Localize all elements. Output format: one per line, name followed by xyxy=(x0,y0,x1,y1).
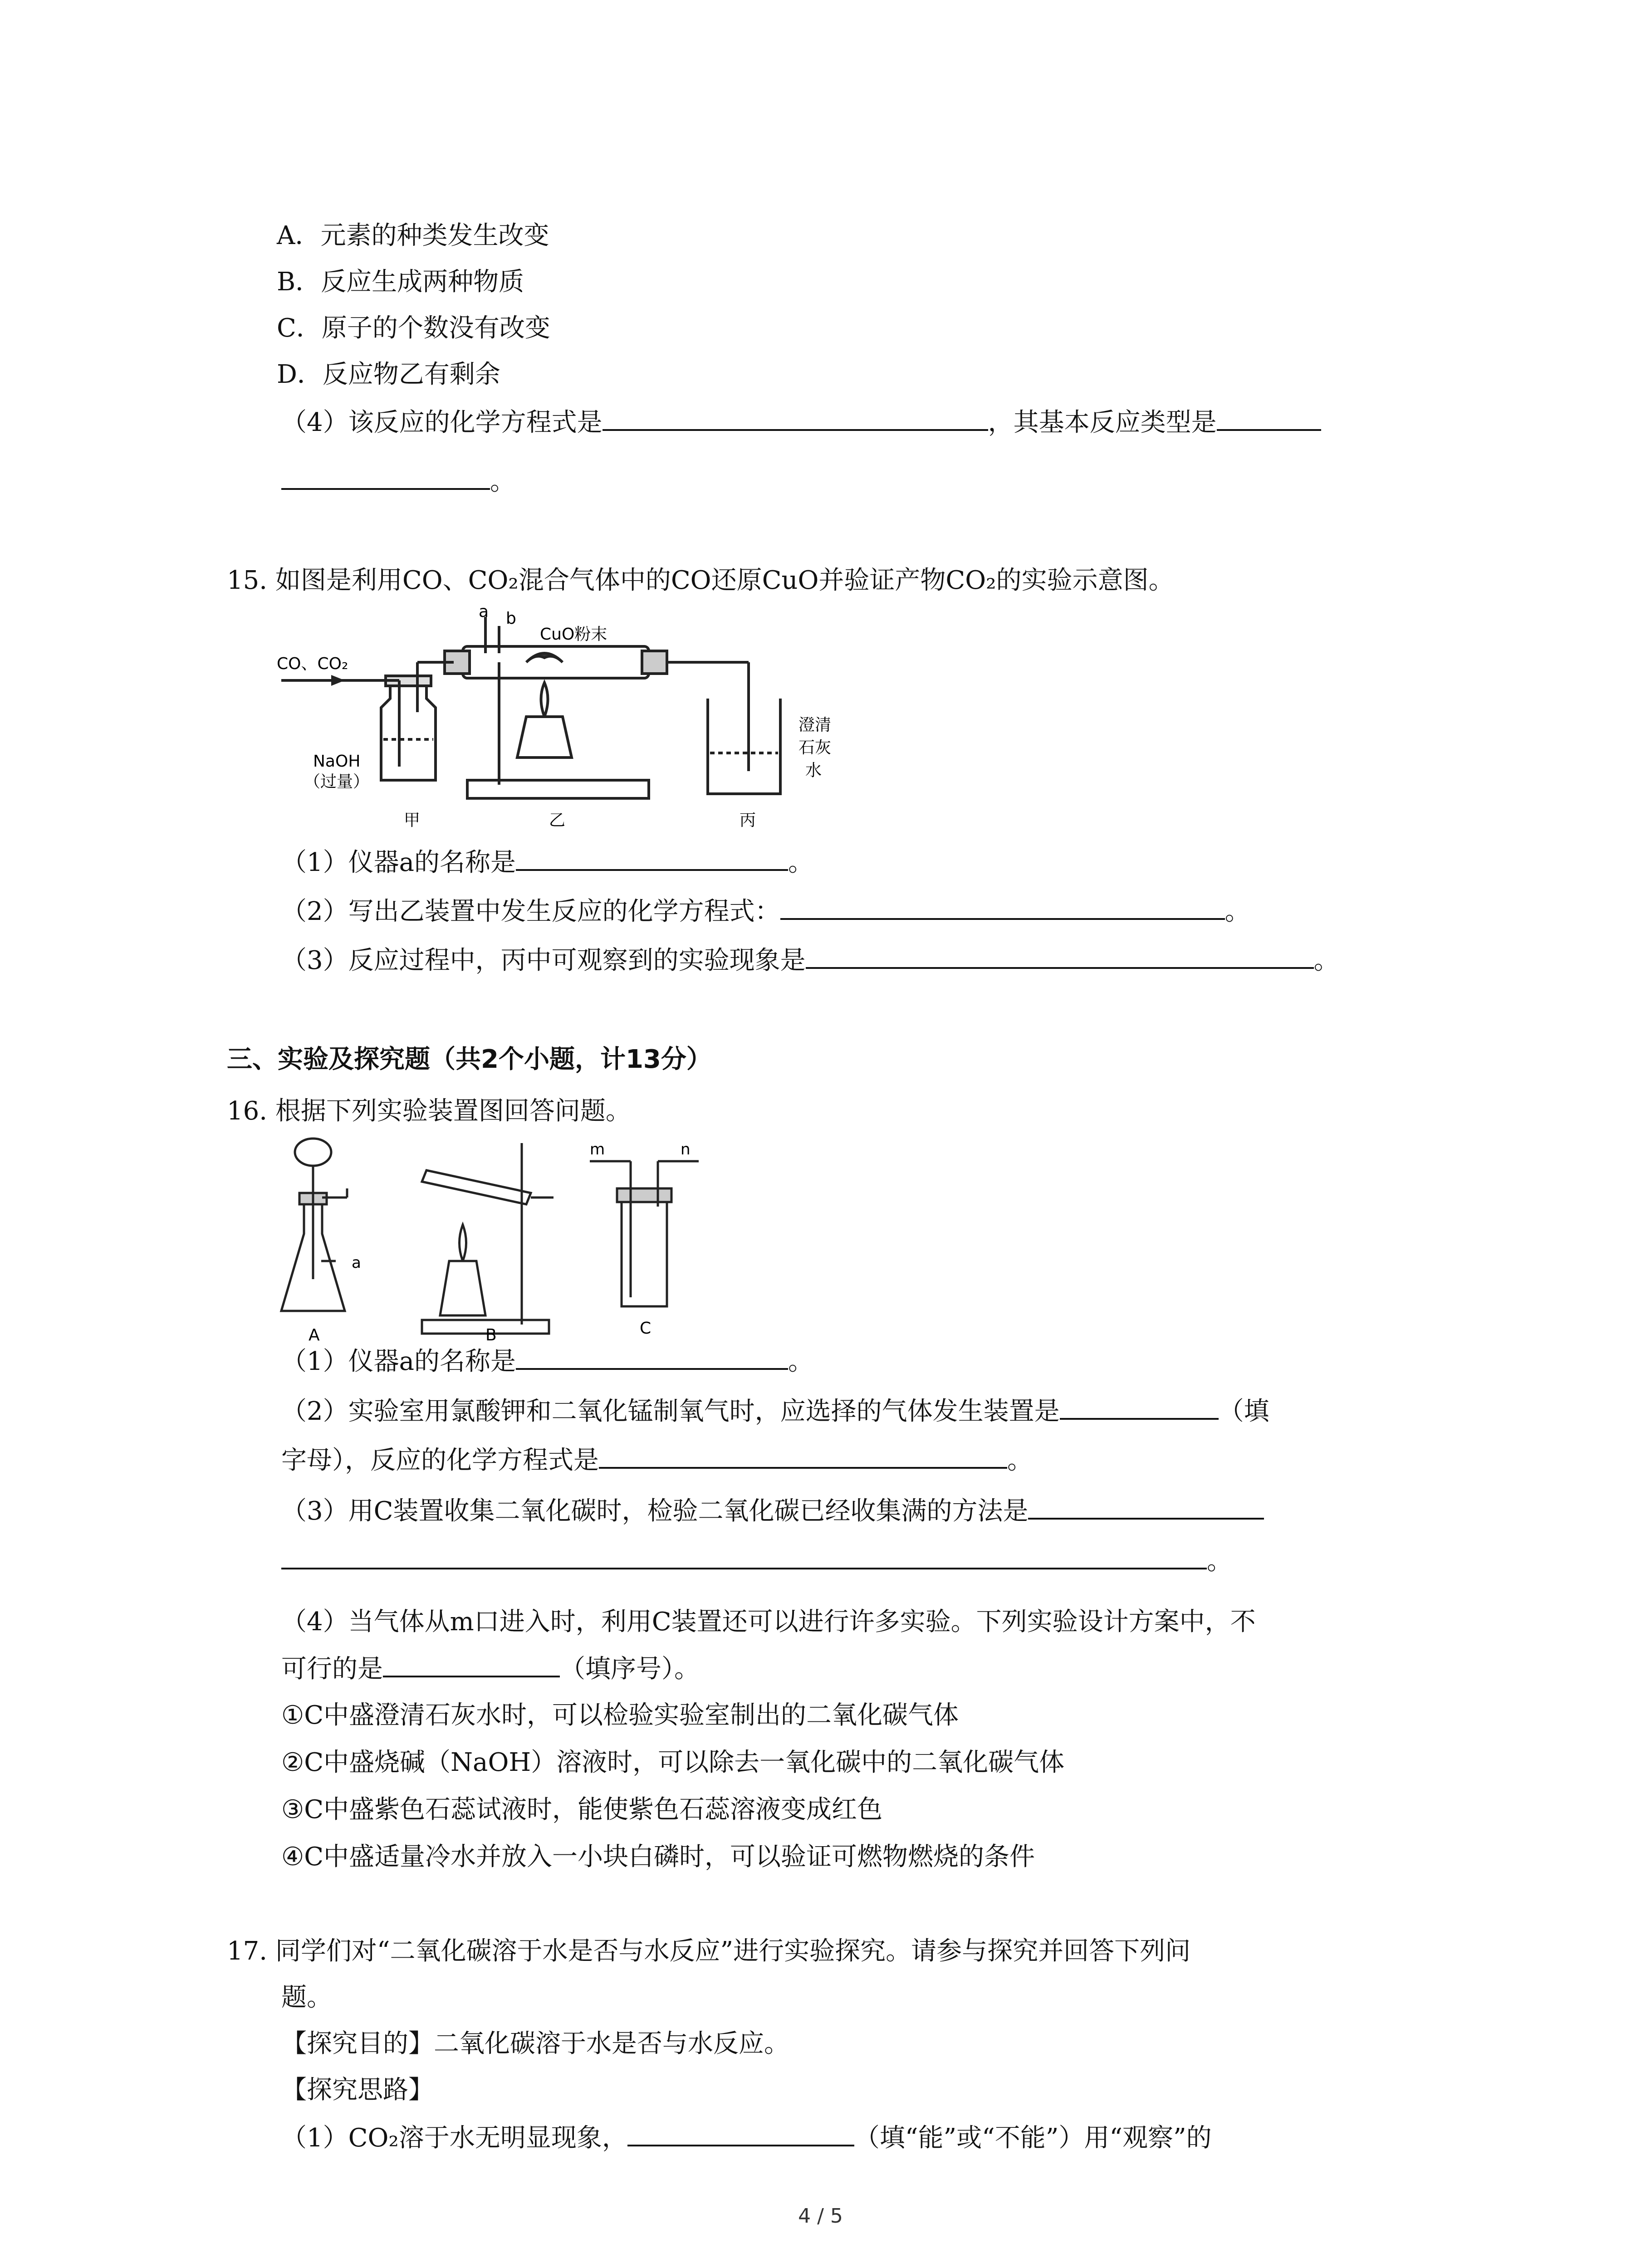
yi-glass-tube xyxy=(463,646,649,678)
q16-option-1: ①C中盛澄清石灰水时，可以检验实验室制出的二氧化碳气体 xyxy=(281,1701,959,1730)
q16-sub4-line2 xyxy=(281,1650,700,1687)
yi-right-stopper xyxy=(642,651,667,674)
q15-label-yi: 乙 xyxy=(549,811,566,830)
q16-label-B: B xyxy=(485,1326,497,1344)
q15-label-limewater-1: 澄清 xyxy=(798,716,832,734)
q16-label-A: A xyxy=(309,1326,320,1344)
q15-apparatus-figure xyxy=(272,608,862,844)
q15-gas-label: CO、CO₂ xyxy=(277,655,348,673)
alcohol-lamp xyxy=(517,717,572,758)
q16-sub3-line xyxy=(281,1492,1264,1530)
q14-option-d: D．反应物乙有剩余 xyxy=(277,360,500,389)
page-number: 4 / 5 xyxy=(798,2204,843,2228)
jia-bottle xyxy=(381,685,436,780)
q14-sub4-line xyxy=(281,404,1321,441)
q15-label-bing: 丙 xyxy=(740,811,756,830)
section3-heading: 三、实验及探究题（共2个小题，计13分） xyxy=(227,1045,712,1074)
q14-equation-blank[interactable] xyxy=(603,404,988,431)
q17-stem-2: 题。 xyxy=(281,1983,332,2012)
q16-label-m: m xyxy=(590,1140,605,1158)
q15-sub1-text: （1）仪器a的名称是 xyxy=(281,848,516,877)
q16-sub4-line: （4）当气体从m口进入时，利用C装置还可以进行许多实验。下列实验设计方案中，不 xyxy=(281,1607,1256,1637)
q15-sub3-blank[interactable] xyxy=(806,942,1314,969)
q16-option-2: ②C中盛烧碱（NaOH）溶液时，可以除去一氧化碳中的二氧化碳气体 xyxy=(281,1748,1065,1777)
q15-sub1-line xyxy=(281,844,813,881)
q14-option-b: B．反应生成两种物质 xyxy=(277,267,524,297)
q16-stem: 16. 根据下列实验装置图回答问题。 xyxy=(227,1096,631,1126)
q16-sub4-blank[interactable] xyxy=(383,1650,560,1677)
q16-sub3-end: 。 xyxy=(1207,1546,1232,1576)
q16-sub4-text-b: 可行的是 xyxy=(281,1654,383,1684)
q15-sub2-line xyxy=(281,893,1250,930)
q15-label-a: a xyxy=(479,608,489,621)
q16-sub1-line xyxy=(281,1343,813,1380)
apparatus-a-funnel xyxy=(295,1139,331,1166)
q14-type-blank-1[interactable] xyxy=(1217,404,1321,431)
q17-sub1-blank[interactable] xyxy=(627,2119,854,2146)
bing-beaker xyxy=(708,699,780,794)
q15-label-limewater-2: 石灰 xyxy=(798,738,832,757)
q14-type-blank-2[interactable] xyxy=(281,463,490,490)
q17-purpose: 【探究目的】二氧化碳溶于水是否与水反应。 xyxy=(281,2029,789,2058)
q16-label-a: a xyxy=(352,1254,361,1272)
q15-sub2-text: （2）写出乙装置中发生反应的化学方程式： xyxy=(281,897,780,926)
q16-sub3-text: （3）用C装置收集二氧化碳时，检验二氧化碳已经收集满的方法是 xyxy=(281,1496,1029,1526)
lamp-flame-icon xyxy=(541,683,548,717)
q15-label-naoh: NaOH xyxy=(313,752,361,771)
q15-label-limewater-3: 水 xyxy=(805,761,822,780)
q16-sub1-text: （1）仪器a的名称是 xyxy=(281,1347,516,1376)
q17-sub1-text-a: （1）CO₂溶于水无明显现象， xyxy=(281,2123,627,2153)
q15-sub1-blank[interactable] xyxy=(516,844,788,871)
q16-sub2-line2 xyxy=(281,1442,1033,1479)
q16-label-C: C xyxy=(640,1319,652,1338)
q15-label-cuo: CuO粉末 xyxy=(540,625,607,644)
q16-sub2-text-c: 字母），反应的化学方程式是 xyxy=(281,1446,599,1475)
q15-sub1-end: 。 xyxy=(788,848,814,877)
q14-sub4-text-a: （4）该反应的化学方程式是 xyxy=(281,408,603,437)
q16-option-4: ④C中盛适量冷水并放入一小块白磷时，可以验证可燃物燃烧的条件 xyxy=(281,1842,1035,1872)
q16-sub1-blank[interactable] xyxy=(516,1343,788,1370)
q15-sub3-line xyxy=(281,942,1339,979)
q16-sub2-text-b: （填 xyxy=(1218,1397,1269,1426)
q15-sub2-blank[interactable] xyxy=(780,893,1225,920)
q16-sub4-text-c: （填序号）。 xyxy=(560,1654,700,1684)
q15-sub3-text: （3）反应过程中，丙中可观察到的实验现象是 xyxy=(281,946,806,975)
q16-sub2-blank-1[interactable] xyxy=(1060,1393,1219,1420)
q15-label-jia: 甲 xyxy=(404,811,421,830)
q17-stem-1: 17. 同学们对“二氧化碳溶于水是否与水反应”进行实验探究。请参与探究并回答下列问 xyxy=(227,1936,1191,1966)
q16-apparatus-figure xyxy=(272,1134,726,1347)
q16-option-3: ③C中盛紫色石蕊试液时，能使紫色石蕊溶液变成红色 xyxy=(281,1795,883,1824)
q14-sub4-line2 xyxy=(281,463,515,500)
q16-sub2-end: 。 xyxy=(1007,1446,1033,1475)
apparatus-b-lamp xyxy=(440,1261,485,1315)
q17-sub1-text-b: （填“能”或“不能”）用“观察”的 xyxy=(854,2123,1212,2153)
q15-stem: 15. 如图是利用CO、CO₂混合气体中的CO还原CuO并验证产物CO₂的实验示意图。 xyxy=(227,566,1174,595)
q16-sub1-end: 。 xyxy=(788,1347,814,1376)
q16-sub2-line xyxy=(281,1393,1269,1430)
q16-sub2-text-a: （2）实验室用氯酸钾和二氧化锰制氧气时，应选择的气体发生装置是 xyxy=(281,1397,1060,1426)
q17-idea: 【探究思路】 xyxy=(281,2075,434,2105)
q17-sub1-line xyxy=(281,2119,1212,2156)
apparatus-b-flame-icon xyxy=(460,1225,466,1261)
q16-sub2-blank-2[interactable] xyxy=(599,1442,1007,1469)
q16-sub3-blank-2[interactable] xyxy=(281,1542,1207,1569)
q14-sub4-text-b: ，其基本反应类型是 xyxy=(988,408,1217,437)
cuo-powder xyxy=(526,653,563,662)
q14-option-c: C．原子的个数没有改变 xyxy=(277,313,550,343)
q16-label-n: n xyxy=(681,1140,691,1158)
q15-sub3-end: 。 xyxy=(1313,946,1339,975)
apparatus-c-stopper xyxy=(617,1188,671,1202)
iron-stand-base xyxy=(467,780,649,798)
q15-label-naoh-note: （过量） xyxy=(304,772,370,791)
apparatus-c-bottle xyxy=(622,1202,667,1306)
q16-sub3-blank-1[interactable] xyxy=(1028,1492,1264,1520)
apparatus-b-test-tube xyxy=(422,1170,531,1204)
q14-option-a: A．元素的种类发生改变 xyxy=(277,221,549,250)
q15-sub2-end: 。 xyxy=(1225,897,1250,926)
q14-sub4-end: 。 xyxy=(490,467,515,496)
q15-label-b: b xyxy=(506,609,516,628)
q16-sub3-line2 xyxy=(281,1542,1232,1579)
